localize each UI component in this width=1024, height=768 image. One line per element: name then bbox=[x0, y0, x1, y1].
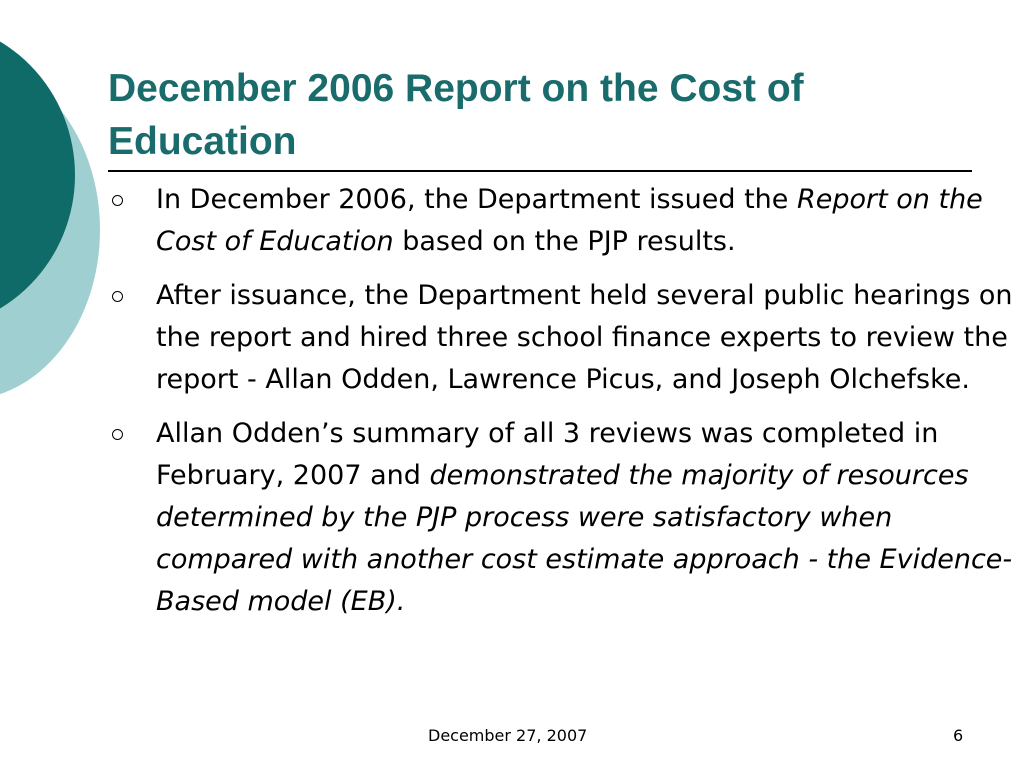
bullet-text-segment: based on the PJP results. bbox=[393, 226, 736, 257]
bullet-item bbox=[108, 413, 1018, 623]
slide-number: 6 bbox=[953, 726, 964, 745]
footer-date: December 27, 2007 bbox=[428, 726, 588, 745]
bullet-text-segment: In December 2006, the Department issued the bbox=[156, 184, 797, 215]
report-title-italic: Report on the Cost of Education bbox=[156, 184, 983, 257]
bullet-item bbox=[108, 179, 1018, 263]
slide-title: December 2006 Report on the Cost of Education bbox=[108, 67, 804, 163]
hollow-circle-bullet-icon bbox=[112, 429, 123, 440]
bullet-text-segment: Allan Odden’s summary of all 3 reviews was completed in February, 2007 and bbox=[156, 418, 939, 491]
bullet-text-italic: demonstrated the majority of resources determined by the PJP process were satisfactory when compared with another cost estimate approach - the Evidence-Based model (EB). bbox=[156, 460, 1013, 617]
hollow-circle-bullet-icon bbox=[112, 291, 123, 302]
bullet-text-segment: After issuance, the Department held several public hearings on the report and hired three school finance experts to review the report - Allan Odden, Lawrence Picus, and Joseph Olchefske. bbox=[156, 280, 1013, 395]
hollow-circle-bullet-icon bbox=[112, 195, 123, 206]
title-divider bbox=[108, 170, 972, 172]
bullet-list bbox=[108, 179, 1018, 623]
bullet-item bbox=[108, 275, 1018, 401]
